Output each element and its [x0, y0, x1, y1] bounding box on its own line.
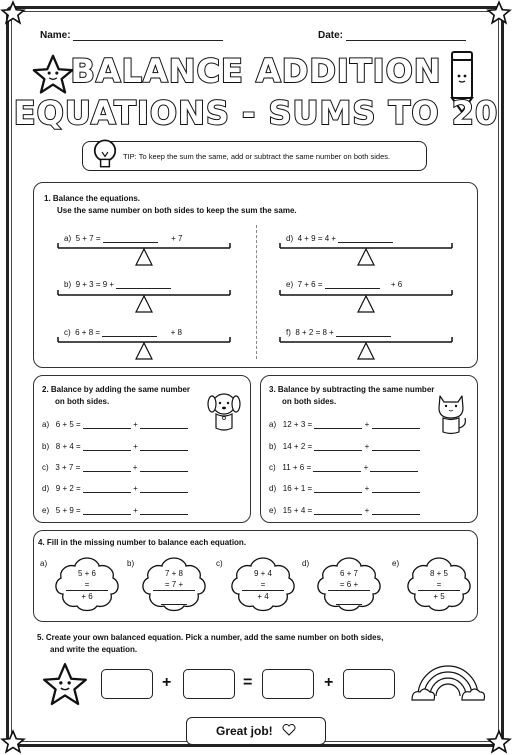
equation-line: = 6 + [328, 579, 370, 591]
title-line-2: EQUATIONS - SUMS TO 20 [13, 94, 499, 132]
tip-text: TIP: To keep the sum the same, add or subtract the same number on both sides. [123, 152, 391, 161]
puppy-icon [202, 388, 246, 436]
answer-blank[interactable] [140, 428, 188, 429]
seesaw-icon [54, 287, 234, 315]
star-icon [486, 729, 512, 755]
seesaw-icon [276, 240, 456, 268]
plus-sign: + [162, 674, 172, 691]
answer-blank[interactable] [140, 492, 188, 493]
fill-item-equation [139, 568, 209, 605]
add-item-b: b) 8 + 4 = + [42, 442, 188, 451]
seesaw-icon [276, 334, 456, 362]
balance-item-f: f) 8 + 2 = 8 + [286, 328, 391, 337]
section-4-heading: 4. Fill in the missing number to balance each equation. [38, 538, 247, 547]
answer-blank[interactable] [314, 514, 362, 515]
section-2-heading-2: on both sides. [55, 397, 110, 406]
section-5-heading-2: and write the equation. [50, 645, 138, 654]
name-line[interactable] [73, 40, 223, 41]
fill-item-label: b) [127, 559, 135, 568]
section-1-subheading: Use the same number on both sides to keep the sum the same. [57, 206, 297, 215]
equation-box-3[interactable] [262, 669, 314, 699]
section-5-heading: 5. Create your own balanced equation. Pick a number, add the same number on both sides, [37, 633, 384, 642]
star-icon [486, 0, 512, 26]
equation-line[interactable] [336, 593, 362, 605]
equals-sign: = [243, 674, 253, 691]
balance-item-c: c) 6 + 8 = + 8 [64, 328, 182, 337]
seesaw-icon [54, 334, 234, 362]
answer-blank[interactable] [83, 428, 131, 429]
equation-box-4[interactable] [343, 669, 395, 699]
answer-blank[interactable] [372, 514, 420, 515]
fill-item-label: a) [40, 559, 48, 568]
fill-item-label: d) [302, 559, 310, 568]
lightbulb-icon [90, 136, 120, 174]
answer-blank[interactable] [370, 471, 418, 472]
section-2-heading: 2. Balance by adding the same number [42, 385, 191, 394]
star-icon [40, 660, 90, 710]
subtract-item-a: a) 12 + 3 = + [269, 420, 420, 429]
fill-item-equation [404, 568, 474, 602]
equation-line[interactable] [161, 593, 187, 605]
add-item-c: c) 3 + 7 = + [42, 463, 188, 472]
equation-line: = [242, 579, 284, 591]
balance-item-e: e) 7 + 6 = + 6 [286, 280, 403, 289]
name-field[interactable] [40, 30, 223, 41]
equation-line: 6 + 7 [339, 569, 358, 578]
equation-line: 9 + 4 [253, 569, 272, 578]
fill-item-label: e) [392, 559, 400, 568]
date-label: Date: [318, 30, 344, 41]
equation-line: = 7 + [153, 579, 195, 591]
seesaw-icon [276, 287, 456, 315]
equation-box-1[interactable] [101, 669, 153, 699]
answer-blank[interactable] [83, 514, 131, 515]
answer-blank[interactable] [140, 514, 188, 515]
equation-line: 5 + 6 [77, 569, 96, 578]
equation-line: = [418, 579, 460, 591]
subtract-item-e: e) 15 + 4 = + [269, 506, 420, 515]
fill-item-equation [314, 568, 384, 605]
equation-line[interactable]: + 5 [433, 592, 445, 601]
answer-blank[interactable] [140, 450, 188, 451]
section-1-heading: 1. Balance the equations. [44, 194, 141, 203]
answer-blank[interactable] [314, 428, 362, 429]
section-3-heading-2: on both sides. [282, 397, 337, 406]
title-line-1: BALANCE ADDITION [70, 52, 442, 90]
equation-line[interactable]: + 4 [257, 592, 269, 601]
balance-item-d: d) 4 + 9 = 4 + [286, 234, 393, 243]
answer-blank[interactable] [83, 450, 131, 451]
section-1-box [33, 182, 478, 368]
kitten-icon [429, 388, 473, 438]
subtract-item-d: d) 16 + 1 = + [269, 484, 420, 493]
answer-blank[interactable] [372, 492, 420, 493]
section-2-box [33, 375, 251, 523]
subtract-item-c: c) 11 + 6 = + [269, 463, 418, 472]
rainbow-icon [408, 652, 488, 704]
star-icon [0, 729, 26, 755]
fill-item-equation [228, 568, 298, 602]
column-divider [256, 225, 257, 359]
balance-item-a: a) 5 + 7 = + 7 [64, 234, 183, 243]
equation-line: = [66, 579, 108, 591]
subtract-item-b: b) 14 + 2 = + [269, 442, 420, 451]
answer-blank[interactable] [372, 450, 420, 451]
heart-icon [282, 724, 296, 736]
fill-item-equation [52, 568, 122, 602]
section-3-box [260, 375, 478, 523]
add-item-d: d) 9 + 2 = + [42, 484, 188, 493]
seesaw-icon [54, 240, 234, 268]
equation-box-2[interactable] [183, 669, 235, 699]
answer-blank[interactable] [372, 428, 420, 429]
section-3-heading: 3. Balance by subtracting the same number [269, 385, 435, 394]
banner-text: Great job! [215, 724, 273, 738]
equation-line: 7 + 8 [164, 569, 183, 578]
date-line[interactable] [346, 40, 466, 41]
answer-blank[interactable] [83, 471, 131, 472]
answer-blank[interactable] [314, 492, 362, 493]
equation-line[interactable]: + 6 [81, 592, 93, 601]
add-item-e: e) 5 + 9 = + [42, 506, 188, 515]
answer-blank[interactable] [140, 471, 188, 472]
star-icon [0, 0, 26, 26]
equation-line: 8 + 5 [429, 569, 448, 578]
date-field[interactable] [318, 30, 466, 41]
plus-sign: + [324, 674, 334, 691]
answer-blank[interactable] [313, 471, 361, 472]
fill-item-label: c) [216, 559, 223, 568]
balance-item-b: b) 9 + 3 = 9 + [64, 280, 171, 289]
great-job-banner [186, 717, 326, 745]
answer-blank[interactable] [314, 450, 362, 451]
answer-blank[interactable] [83, 492, 131, 493]
tip-box [82, 141, 427, 171]
add-item-a: a) 6 + 5 = + [42, 420, 188, 429]
name-label: Name: [40, 30, 71, 41]
